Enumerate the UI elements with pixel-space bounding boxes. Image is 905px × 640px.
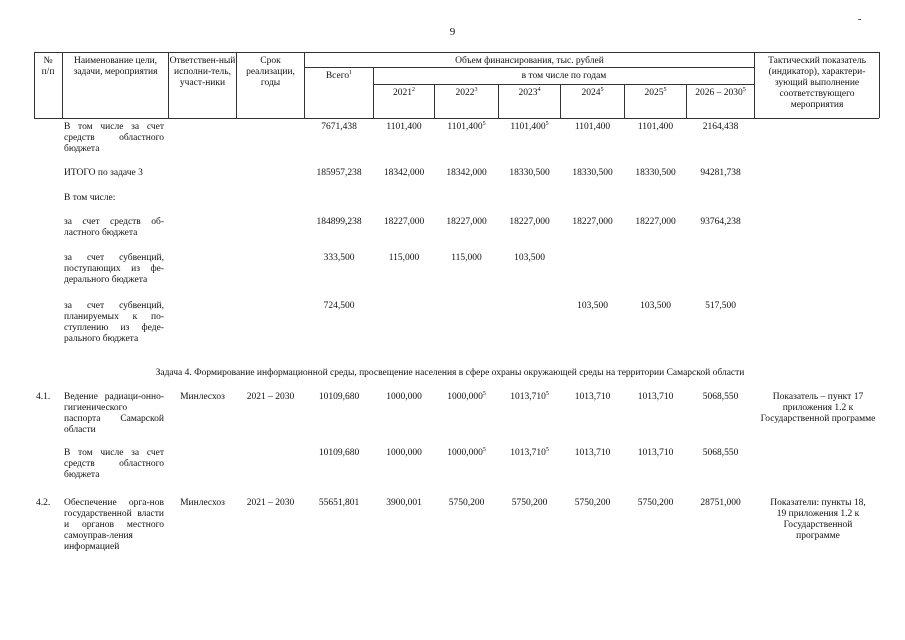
row-year-value: 18342,000	[446, 168, 487, 178]
item-number: 4.1.	[36, 392, 51, 402]
row-year-value: 1013,710	[637, 392, 674, 402]
col-border	[879, 52, 880, 118]
row-total: 10109,680	[318, 392, 360, 402]
row-year-value: 1013,710	[637, 448, 674, 458]
row-name: за счет субвенций, планируемых к по-ступлению из феде-рального бюджета	[64, 301, 164, 344]
row-year-value: 1000,000$^5$	[447, 446, 486, 458]
row-year-value: 1000,000	[386, 392, 422, 402]
row-year-value: 18342,000	[383, 168, 425, 178]
row-year-value: 5068,550	[702, 448, 739, 458]
row-period: 2021 – 2030	[246, 392, 295, 402]
row-indicator: Показатели: пункты 18, 19 приложения 1.2 к Государственной программе	[770, 498, 866, 541]
row-indicator: Показатель – пункт 17 приложения 1.2 к Государственной программе	[760, 392, 876, 424]
row-name: В том числе за счет средств областного бюджета	[64, 448, 164, 480]
item-number: 4.2.	[36, 498, 51, 508]
corner-mark: -	[858, 14, 862, 25]
header-no: № п/п	[41, 56, 55, 77]
row-year-value: 103,500	[514, 253, 545, 263]
row-year-value: 1101,400	[637, 122, 674, 132]
row-year-value: 18227,000	[383, 217, 425, 227]
row-year-value: 2164,438	[702, 122, 739, 132]
row-year-value: 18227,000	[635, 217, 676, 227]
header-year: 2021$^2$	[393, 86, 415, 98]
row-year-value: 94281,738	[700, 168, 741, 178]
row-year-value: 1013,710	[574, 448, 611, 458]
header-year: 2025$^5$	[644, 86, 667, 98]
row-name: В том числе:	[64, 193, 116, 203]
table-top-border	[34, 52, 879, 53]
row-year-value: 1013,710$^5$	[510, 390, 549, 402]
row-name: Обеспечение орга-нов государственной власти и органов местного самоуправ-ления информацией	[64, 498, 164, 552]
row-total: 724,500	[323, 301, 355, 311]
row-year-value: 18227,000	[446, 217, 487, 227]
header-year: 2022$^3$	[455, 86, 478, 98]
row-year-value: 115,000	[451, 253, 482, 263]
header-total: Всего$^1$	[325, 69, 353, 81]
header-responsible: Ответствен-ный исполни-тель, участ-ники	[169, 56, 236, 88]
task4-title: Задача 4. Формирование информационной среды, просвещение населения в сфере охраны окружающей среды на территории Самарской области	[155, 368, 745, 378]
row-year-value: 1101,400$^5$	[510, 120, 549, 132]
row-year-value: 5750,200	[511, 498, 548, 508]
row-total: 333,500	[323, 253, 355, 263]
row-year-value: 93764,238	[700, 217, 741, 227]
row-year-value: 18330,500	[635, 168, 676, 178]
row-year-value: 1101,400$^5$	[447, 120, 486, 132]
years-subheader-line	[373, 84, 754, 85]
row-total: 10109,680	[318, 448, 360, 458]
row-responsible: Минлесхоз	[180, 498, 225, 508]
row-year-value: 3900,001	[386, 498, 422, 508]
row-responsible: Минлесхоз	[180, 392, 225, 402]
row-name: ИТОГО по задаче 3	[64, 168, 143, 178]
row-year-value: 115,000	[388, 253, 420, 263]
row-year-value: 103,500	[577, 301, 608, 311]
row-year-value: 1013,710$^5$	[510, 446, 549, 458]
row-period: 2021 – 2030	[246, 498, 295, 508]
row-year-value: 18227,000	[509, 217, 550, 227]
row-name: Ведение радиаци-онно-гигиенического паспорта Самарской области	[64, 392, 164, 435]
row-name: за счет средств об-ластного бюджета	[64, 217, 164, 238]
header-bottom-border	[34, 118, 879, 119]
row-year-value: 1101,400	[574, 122, 611, 132]
funding-subheader-line	[304, 67, 754, 68]
header-indicator: Тактический показатель (индикатор), характери-зующий выполнение соответствующего мероприятия	[768, 56, 866, 110]
row-year-value: 5750,200	[637, 498, 674, 508]
row-year-value: 1000,000	[386, 448, 422, 458]
row-year-value: 18330,500	[509, 168, 550, 178]
row-year-value: 517,500	[705, 301, 736, 311]
row-year-value: 5750,200	[448, 498, 485, 508]
header-funding: Объем финансирования, тыс. рублей	[455, 56, 604, 66]
row-year-value: 103,500	[640, 301, 671, 311]
row-year-value: 18330,500	[572, 168, 613, 178]
page-number: 9	[449, 26, 456, 38]
header-by-years: в том числе по годам	[521, 71, 607, 81]
header-name: Наименование цели, задачи, мероприятия	[73, 56, 158, 77]
header-year: 2023$^4$	[518, 86, 541, 98]
row-year-value: 18227,000	[572, 217, 613, 227]
row-year-value: 28751,000	[700, 498, 741, 508]
header-period: Срок реализации, годы	[246, 56, 295, 88]
row-year-value: 1000,000$^5$	[447, 390, 486, 402]
row-total: 184899,238	[316, 217, 362, 227]
row-total: 7671,438	[321, 122, 357, 132]
row-name: В том числе за счет средств областного бюджета	[64, 122, 164, 154]
row-year-value: 1013,710	[574, 392, 611, 402]
row-year-value: 5068,550	[702, 392, 739, 402]
row-year-value: 5750,200	[574, 498, 611, 508]
row-name: за счет субвенций, поступающих из фе-дерального бюджета	[64, 253, 164, 285]
row-total: 185957,238	[316, 168, 362, 178]
row-total: 55651,801	[318, 498, 360, 508]
header-year: 2024$^5$	[581, 86, 604, 98]
header-year: 2026 – 2030$^5$	[695, 86, 746, 98]
row-year-value: 1101,400	[386, 122, 422, 132]
